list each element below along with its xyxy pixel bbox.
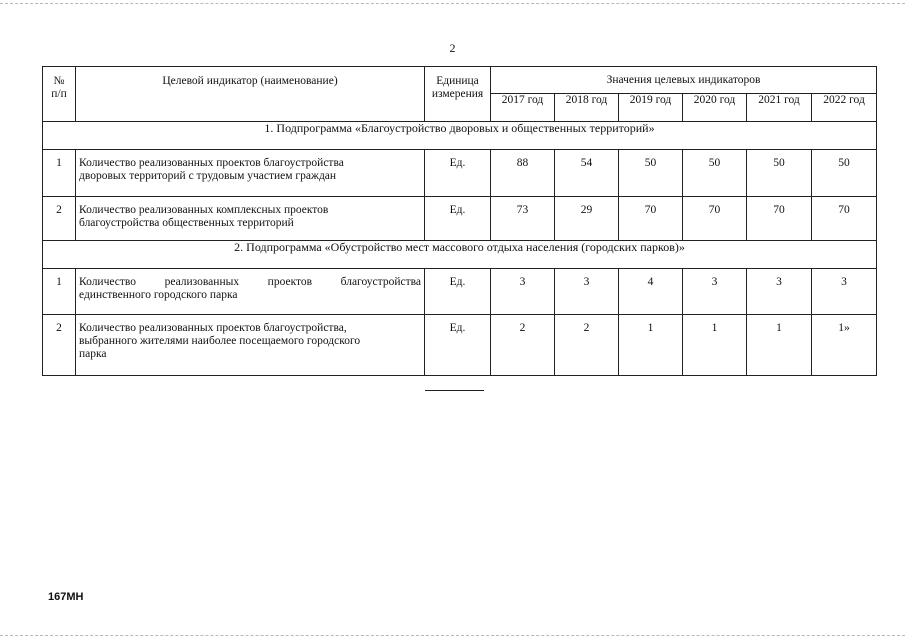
header-year: 2022 год [812,94,877,122]
section-title: 1. Подпрограмма «Благоустройство дворовых и общественных территорий» [43,122,877,150]
row-indicator-name [76,315,425,376]
section-row [43,241,877,269]
row-value: 3 [747,269,812,315]
row-number: 1 [43,150,76,197]
row-value: 2 [491,315,555,376]
page-number: 2 [449,41,456,55]
row-name-line: выбранного жителями наиболее посещаемого городского [79,335,361,347]
row-name-line: дворовых территорий с трудовым участием граждан [79,170,337,182]
header-year: 2018 год [555,94,619,122]
row-value: 50 [619,150,683,197]
row-name-line: благоустройства общественных территорий [79,217,294,229]
row-value: 50 [683,150,747,197]
section-title: 2. Подпрограмма «Обустройство мест массового отдыха населения (городских парков)» [43,241,877,269]
row-name-line: Количество реализованных проектов благоустройства [79,157,344,169]
row-indicator-name [76,150,425,197]
row-value: 70 [683,197,747,241]
header-unit-label: Единица [436,75,479,87]
row-value: 1 [747,315,812,376]
row-value: 29 [555,197,619,241]
row-value: 50 [747,150,812,197]
row-value: 1 [619,315,683,376]
row-name-line: парка [79,348,107,360]
row-value: 54 [555,150,619,197]
row-number: 2 [43,197,76,241]
header-values: Значения целевых индикаторов [491,67,877,94]
row-value: 2 [555,315,619,376]
table-row [43,197,877,241]
row-value: 70 [619,197,683,241]
row-unit: Ед. [425,269,491,315]
row-indicator-name [76,197,425,241]
row-value: 50 [812,150,877,197]
row-value: 70 [747,197,812,241]
row-number: 1 [43,269,76,315]
row-name-line: Количество реализованных комплексных проектов [79,204,329,216]
row-value: 73 [491,197,555,241]
header-unit-sublabel: измерения [431,88,484,100]
row-value: 3 [491,269,555,315]
row-indicator-name [76,269,425,315]
row-value: 4 [619,269,683,315]
header-row [43,67,877,94]
row-value: 1 [683,315,747,376]
header-number-cell [43,67,76,122]
header-year: 2019 год [619,94,683,122]
row-number: 2 [43,315,76,376]
row-unit: Ед. [425,315,491,376]
scan-edge-top [0,3,905,4]
row-value: 3 [555,269,619,315]
row-unit: Ед. [425,150,491,197]
header-year: 2020 год [683,94,747,122]
row-name-line: Количество реализованных проектов благоустройства [79,276,421,288]
header-indicator-name: Целевой индикатор (наименование) [76,67,425,122]
row-unit: Ед. [425,197,491,241]
row-value: 3 [683,269,747,315]
target-indicators-table [42,66,877,376]
row-value: 3 [812,269,877,315]
header-number-sublabel: п/п [51,88,67,100]
row-name-line: Количество реализованных проектов благоустройства, [79,322,347,334]
row-value: 1» [812,315,877,376]
header-year: 2017 год [491,94,555,122]
section-row [43,122,877,150]
header-year: 2021 год [747,94,812,122]
header-number-label: № [53,75,65,87]
row-value: 70 [812,197,877,241]
document-code: 167МН [48,591,84,603]
scan-edge-bottom [0,635,905,636]
end-of-document-rule [425,390,484,391]
row-value: 88 [491,150,555,197]
table-row [43,315,877,376]
header-unit-cell [425,67,491,122]
table-row [43,150,877,197]
row-name-line: единственного городского парка [79,289,238,301]
table-row [43,269,877,315]
